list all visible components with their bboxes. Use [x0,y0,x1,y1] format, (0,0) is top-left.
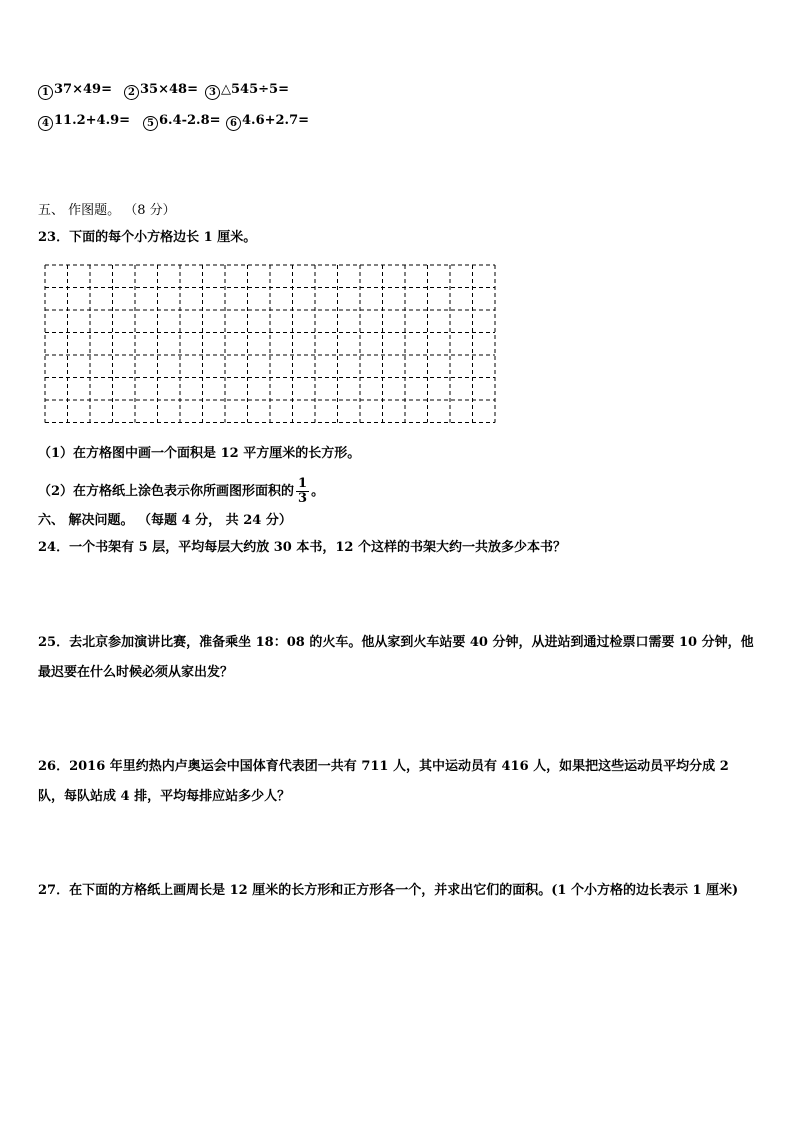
calc-expression: 35×48= [140,82,198,97]
question-23-part-1: （1）在方格图中画一个面积是 12 平方厘米的长方形。 [38,446,361,461]
question-24: 24．一个书架有 5 层，平均每层大约放 30 本书，12 个这样的书架大约一共放多少本书？ [38,540,566,555]
question-23-part-2 [38,474,324,510]
circled-number: 5 [143,116,158,131]
question-26: 26．2016 年里约热内卢奥运会中国体育代表团一共有 711 人，其中运动员有 416 人，如果把这些运动员平均分成 2 队，每队站成 4 排，平均每排应站多少人？ [38,759,729,804]
section-5-title: 五、 作图题。 （8 分） [38,203,176,218]
calc-expression: 37×49= [54,82,112,97]
square-grid [44,264,498,426]
question-25: 25．去北京参加演讲比赛，准备乘坐 18：08 的火车。他从家到火车站要 40 分钟，从进站到通过检票口需要 10 分钟，他最迟要在什么时候必须从家出发？ [38,635,754,680]
fraction-numerator: 1 [298,476,308,491]
calc-expression: 6.4-2.8= [159,113,221,128]
calc-item-4 [38,113,130,131]
circled-number: 4 [38,116,53,131]
section-6-title: 六、 解决问题。 （每题 4 分， 共 24 分） [38,513,292,528]
fraction-denominator: 3 [298,491,308,506]
question-23: 23．下面的每个小方格边长 1 厘米。 [38,230,257,245]
calc-item-1 [38,82,112,100]
circled-number: 6 [226,116,241,131]
circled-number: 1 [38,85,53,100]
calc-item-6 [226,113,309,131]
fraction-one-third [296,477,309,506]
calc-expression: △545÷5= [221,82,289,97]
calc-expression: 11.2+4.9= [54,113,131,128]
circled-number: 3 [205,85,220,100]
calc-item-3 [205,82,289,100]
part-2-text: （2）在方格纸上涂色表示你所画图形面积的 [38,484,295,499]
question-27: 27．在下面的方格纸上画周长是 12 厘米的长方形和正方形各一个，并求出它们的面积。(1 个小方格的边长表示 1 厘米) [38,883,739,898]
part-2-suffix: 。 [311,484,325,499]
calc-expression: 4.6+2.7= [242,113,310,128]
calc-item-5 [143,113,221,131]
calc-item-2 [124,82,198,100]
circled-number: 2 [124,85,139,100]
